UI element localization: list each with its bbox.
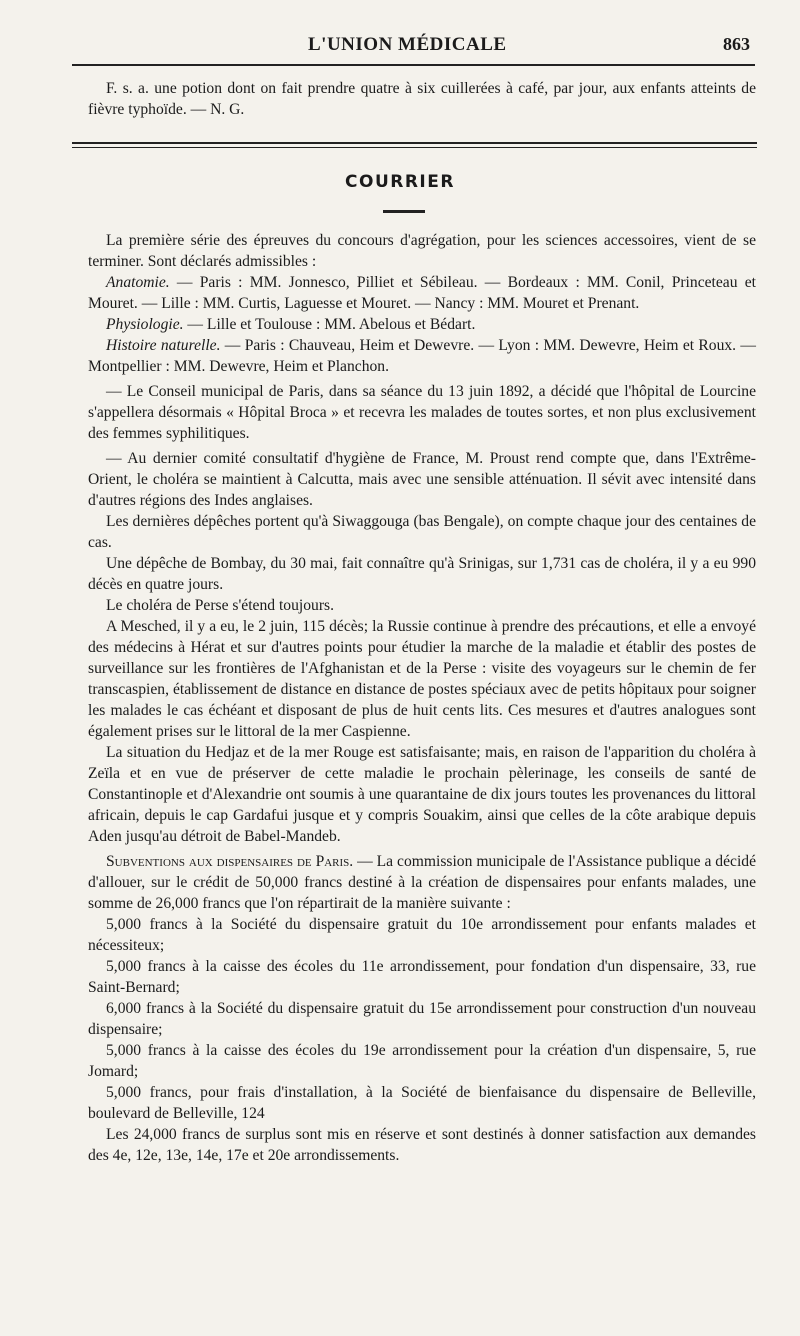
cholera-paragraph-5: A Mesched, il y a eu, le 2 juin, 115 décès; la Russie continue à prendre des précautions, et elle a envoyé des médecins à Hérat et sur d'autres points pour étudier la marche de la maladie et établir des postes de surveillance sur les frontières de l'Afghanistan et de la Perse : visite des voyageurs sur le chemin de fer transcaspien, établissement de distance en distance de postes spéciaux avec de petits hôpitaux pour soigner les malades le cas échéant et disposant de plus de huit cents lits. Ces mesures et d'autres analogues sont également prises sur le littoral de la mer Caspienne. — [88, 618, 756, 740]
cholera-paragraph-2: Les dernières dépêches portent qu'à Siwaggouga (bas Bengale), on compte chaque jour des centaines de cas. — [88, 513, 756, 551]
subvention-item: 5,000 francs à la caisse des écoles du 19e arrondissement pour la création d'un dispensaire, 5, rue Jomard; — [88, 1042, 756, 1080]
subvention-item: 5,000 francs, pour frais d'installation, à la Société de bienfaisance du dispensaire de Belleville, boulevard de Belleville, 124 — [88, 1084, 756, 1122]
running-title: L'UNION MÉDICALE — [308, 34, 507, 55]
subventions-intro-text: — La commission municipale de l'Assistance publique a décidé d'allouer, sur le crédit de 50,000 francs destiné à la création de dispensaires pour enfants malades, une somme de 26,000 francs que l'on répartirait de la manière suivante : — [88, 853, 756, 912]
page-number: 863 — [723, 34, 750, 54]
header-rule — [72, 64, 755, 66]
anatomie-text: — Paris : MM. Jonnesco, Pilliet et Sébileau. — Bordeaux : MM. Conil, Princeteau et Mouret. — Lille : MM. Curtis, Laguesse et Mouret. — Nancy : MM. Mouret et Prenant. — [88, 274, 756, 312]
physiologie-text: — Lille et Toulouse : MM. Abelous et Bédart. — [183, 316, 476, 333]
physiologie-label: Physiologie. — [106, 316, 184, 333]
subventions-intro — [88, 851, 756, 914]
agregation-intro: La première série des épreuves du concours d'agrégation, pour les sciences accessoires, vient de se terminer. Sont déclarés admissibles : — [88, 232, 756, 270]
anatomie-label: Anatomie. — [106, 274, 170, 291]
article-body — [88, 230, 756, 1166]
histoire-text: — Paris : Chauveau, Heim et Dewevre. — Lyon : MM. Dewevre, Heim et Roux. — Montpellier : MM. Dewevre, Heim et Planchon. — [88, 337, 756, 375]
agregation-histoire — [88, 335, 756, 377]
opening-text: F. s. a. une potion dont on fait prendre quatre à six cuillerées à café, par jour, aux enfants atteints de fièvre typhoïde. — N. G. — [88, 80, 756, 118]
page-header — [0, 34, 800, 60]
subventions-heading: Subventions aux dispensaires de Paris. — [106, 853, 354, 870]
title-underline — [383, 210, 425, 213]
subvention-item: 5,000 francs à la Société du dispensaire gratuit du 10e arrondissement pour enfants malades et nécessiteux; — [88, 916, 756, 954]
subvention-item: 5,000 francs à la caisse des écoles du 11e arrondissement, pour fondation d'un dispensaire, 33, rue Saint-Bernard; — [88, 958, 756, 996]
opening-paragraph — [88, 78, 756, 120]
section-title: COURRIER — [345, 172, 455, 192]
section-divider — [72, 142, 757, 148]
cholera-paragraph-4: Le choléra de Perse s'étend toujours. — [106, 597, 334, 614]
agregation-physiologie — [88, 314, 756, 335]
agregation-anatomie — [88, 272, 756, 314]
cholera-paragraph-3: Une dépêche de Bombay, du 30 mai, fait connaître qu'à Srinigas, sur 1,731 cas de choléra, il y a eu 990 décès en quatre jours. — [88, 555, 756, 593]
subvention-item: 6,000 francs à la Société du dispensaire gratuit du 15e arrondissement pour construction d'un nouveau dispensaire; — [88, 1000, 756, 1038]
cholera-paragraph-6: La situation du Hedjaz et de la mer Rouge est satisfaisante; mais, en raison de l'apparition du choléra à Zeïla et en vue de préserver de cette maladie le prochain pèlerinage, les conseils de santé de Constantinople et d'Alexandrie ont soumis à une quarantaine de dix jours toutes les provenances du littoral africain, depuis le cap Gardafui jusque et y compris Souakim, ainsi que celles de la côte arabique depuis Aden jusqu'au détroit de Babel-Mandeb. — [88, 744, 756, 845]
cholera-paragraph-1: — Au dernier comité consultatif d'hygiène de France, M. Proust rend compte que, dans l'Extrême-Orient, le choléra se maintient à Calcutta, mais avec une sensible atténuation. Il sévit avec intensité dans d'autres régions des Indes anglaises. — [88, 450, 756, 509]
subventions-closing: Les 24,000 francs de surplus sont mis en réserve et sont destinés à donner satisfaction aux demandes des 4e, 12e, 13e, 14e, 17e et 20e arrondissements. — [88, 1126, 756, 1164]
conseil-paragraph: — Le Conseil municipal de Paris, dans sa séance du 13 juin 1892, a décidé que l'hôpital de Lourcine s'appellera désormais « Hôpital Broca » et recevra les malades de toutes sortes, et non plus exclusivement des femmes syphilitiques. — [88, 383, 756, 442]
histoire-label: Histoire naturelle. — [106, 337, 221, 354]
